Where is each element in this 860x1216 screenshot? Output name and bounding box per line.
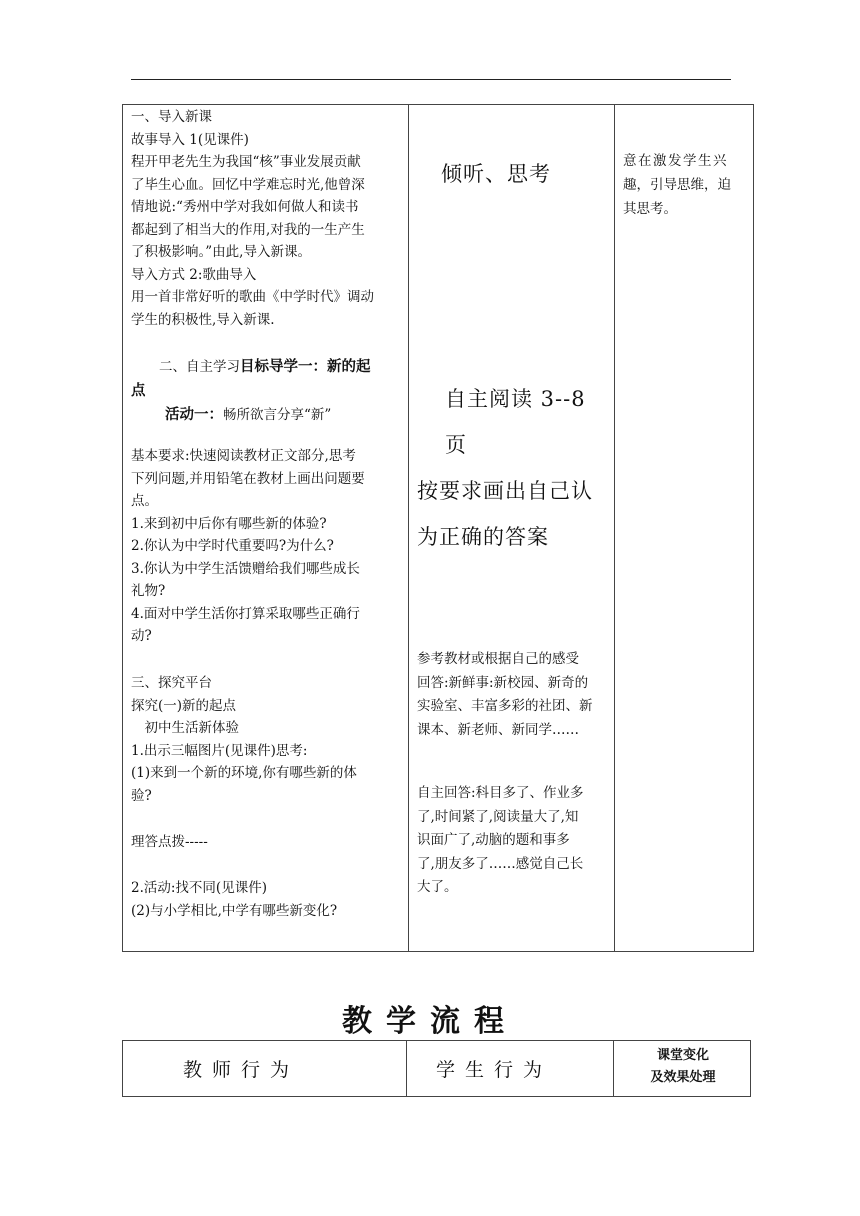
change-line-2: 及效果处理 xyxy=(650,1070,716,1085)
req-line: 4.面对中学生活你打算采取哪些正确行 xyxy=(131,605,360,622)
self-line: 了,朋友多了……感觉自己长 xyxy=(417,855,584,872)
requirements-block xyxy=(131,445,401,648)
ref-line: 实验室、丰富多彩的社团、新 xyxy=(417,698,593,714)
intro-line: 了积极影响。”由此,导入新课。 xyxy=(131,244,311,260)
design-intent xyxy=(623,149,749,221)
guide-text xyxy=(131,831,401,854)
self-answer xyxy=(417,782,613,900)
explore-line: 三、探究平台 xyxy=(131,675,212,691)
teacher-intro-block xyxy=(131,106,401,331)
header-divider-1 xyxy=(406,1041,407,1096)
req-line: 3.你认为中学生活馈赠给我们哪些成长 xyxy=(131,560,360,577)
column-divider-1 xyxy=(408,105,409,951)
req-line: 动? xyxy=(131,628,152,644)
req-line: 1.来到初中后你有哪些新的体验? xyxy=(131,515,327,532)
change-line-1: 课堂变化 xyxy=(656,1048,709,1063)
listen-think: 倾听、思考 xyxy=(441,162,551,186)
intro-line: 情地说:“秀州中学对我如何做人和读书 xyxy=(131,199,359,215)
activity2-line: 2.活动:找不同(见课件) xyxy=(131,880,267,896)
explore-block xyxy=(131,672,401,807)
req-line: 点。 xyxy=(131,493,158,509)
explore-line: 探究(一)新的起点 xyxy=(131,697,237,714)
explore-line: 初中生活新体验 xyxy=(131,720,239,736)
self-line: 自主回答:科目多了、作业多 xyxy=(417,785,584,801)
flow-title: 教学流程 xyxy=(342,1004,518,1039)
ref-line: 回答:新鲜事:新校园、新奇的 xyxy=(417,674,589,691)
section2-bold: 目标导学一：新的起 xyxy=(240,359,371,375)
intent-line: 意在激发学生兴 xyxy=(623,153,728,169)
activity2-line: (2)与小学相比,中学有哪些新变化? xyxy=(131,902,338,919)
teacher-behavior-header: 教师行为 xyxy=(183,1059,300,1081)
intro-line: 都起到了相当大的作用,对我的一生产生 xyxy=(131,221,365,238)
activity-text: 畅所欲言分享“新” xyxy=(223,407,332,423)
guide-line: 理答点拨----- xyxy=(131,834,208,850)
intro-line: 程开甲老先生为我国“核”事业发展贡献 xyxy=(131,154,361,170)
intro-line: 一、导入新课 xyxy=(131,109,212,125)
self-read-block xyxy=(417,376,613,560)
req-line: 下列问题,并用铅笔在教材上画出问题要 xyxy=(131,470,365,487)
explore-line: 1.出示三幅图片(见课件)思考: xyxy=(131,742,308,759)
req-line: 2.你认为中学时代重要吗?为什么? xyxy=(131,538,334,554)
flow-header-table xyxy=(122,1040,751,1097)
activity2-block xyxy=(131,877,401,922)
intro-line: 故事导入 1(见课件) xyxy=(131,131,249,148)
explore-line: 验? xyxy=(131,787,152,804)
req-line: 礼物? xyxy=(131,583,166,599)
column-divider-2 xyxy=(614,105,615,951)
intent-line: 趣，引导思维，迫 xyxy=(623,177,731,193)
read-line: 为正确的答案 xyxy=(417,525,549,549)
activity-label: 活动一： xyxy=(165,407,223,423)
classroom-change-header xyxy=(614,1045,752,1089)
intro-line: 导入方式 2:歌曲导入 xyxy=(131,266,257,283)
reference-answer xyxy=(417,648,613,742)
ref-line: 课本、新老师、新同学…… xyxy=(417,721,579,738)
self-line: 了,时间紧了,阅读量大了,知 xyxy=(417,808,579,825)
read-line: 按要求画出自己认 xyxy=(417,479,593,503)
header-rule xyxy=(131,79,731,80)
section2-bold-cont: 点 xyxy=(131,383,146,399)
intent-line: 其思考。 xyxy=(623,201,677,217)
intro-line: 了毕生心血。回忆中学难忘时光,他曾深 xyxy=(131,176,365,193)
self-line: 大了。 xyxy=(417,879,458,895)
ref-line: 参考教材或根据自己的感受 xyxy=(417,651,579,667)
explore-line: (1)来到一个新的环境,你有哪些新的体 xyxy=(131,765,357,781)
student-behavior-header: 学生行为 xyxy=(436,1059,553,1081)
intro-line: 用一首非常好听的歌曲《中学时代》调动 xyxy=(131,289,374,305)
section2-heading xyxy=(131,355,401,427)
req-line: 基本要求:快速阅读教材正文部分,思考 xyxy=(131,448,356,464)
lesson-table xyxy=(122,104,754,952)
intro-line: 学生的积极性,导入新课. xyxy=(131,311,275,328)
read-line: 自主阅读 3--8 页 xyxy=(445,387,586,457)
self-line: 识面广了,动脑的题和事多 xyxy=(417,832,570,848)
section2-prefix: 二、自主学习 xyxy=(159,359,240,375)
